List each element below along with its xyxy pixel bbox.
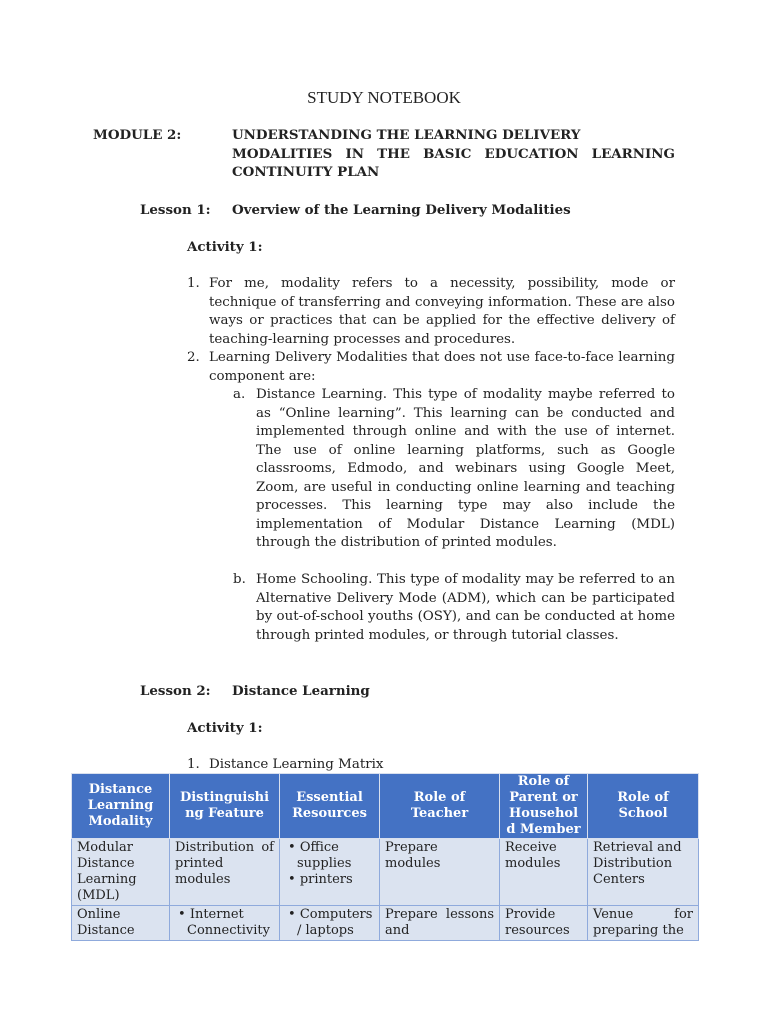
table-cell: Retrieval and Distribution Centers xyxy=(588,839,699,906)
bullet-item: • printers xyxy=(288,872,353,887)
table-cell xyxy=(280,906,380,941)
bullet-item: • Office supplies xyxy=(288,840,352,871)
table-cell: Online Distance xyxy=(72,906,170,941)
table-cell: Prepare lessons and xyxy=(380,906,500,941)
lesson1-label: Lesson 1: xyxy=(140,202,211,218)
bullet-item: • Computers / laptops xyxy=(288,907,373,938)
distance-learning-matrix xyxy=(71,773,699,941)
table-cell: Distribution of printed modules xyxy=(170,839,280,906)
list-number: 1. xyxy=(187,276,200,291)
lesson2-label: Lesson 2: xyxy=(140,683,211,699)
table-header-row xyxy=(72,774,699,839)
column-header: Role of Parent or Househol d Member xyxy=(500,774,588,839)
table-cell: Prepare modules xyxy=(380,839,500,906)
table-row xyxy=(72,839,699,906)
table-cell: Provide resources xyxy=(500,906,588,941)
lesson1-activity: Activity 1: xyxy=(187,239,263,255)
lesson2-item1: Distance Learning Matrix xyxy=(209,757,384,772)
module-title xyxy=(232,126,675,182)
table-cell xyxy=(170,906,280,941)
column-header: Distance Learning Modality xyxy=(72,774,170,839)
column-header: Role of School xyxy=(588,774,699,839)
lesson1-sub-b: Home Schooling. This type of modality may be referred to an Alternative Delivery Mode (ADM), which can be participated by out-of-school youths (OSY), and can be conducted at home through printed modules, or through tutorial classes. xyxy=(256,572,675,643)
page-title: STUDY NOTEBOOK xyxy=(307,88,461,107)
lesson2-title: Distance Learning xyxy=(232,683,370,699)
table-row xyxy=(72,906,699,941)
table-cell xyxy=(280,839,380,906)
lesson1-sub-a: Distance Learning. This type of modality maybe referred to as “Online learning”. This learning can be conducted and implemented through online and with the use of internet. The use of online learning platforms, such as Google classrooms, Edmodo, and webinars using Google Meet, Zoom, are useful in conducting online learning and teaching processes. This learning type may also include the implementation of Modular Distance Learning (MDL) through the distribution of printed modules. xyxy=(256,387,675,550)
list-number: 2. xyxy=(187,350,200,365)
module-title-line: MODALITIES IN THE BASIC EDUCATION LEARNING xyxy=(232,145,675,162)
module-title-line: CONTINUITY PLAN xyxy=(232,164,380,180)
list-letter: a. xyxy=(233,387,246,402)
lesson1-item2: Learning Delivery Modalities that does not use face-to-face learning component are: xyxy=(209,350,675,384)
module-title-line: UNDERSTANDING THE LEARNING DELIVERY xyxy=(232,127,581,143)
lesson1-item1: For me, modality refers to a necessity, possibility, mode or technique of transferring and conveying information. These are also ways or practices that can be applied for the effective delivery of teaching-learning processes and procedures. xyxy=(209,276,675,347)
column-header: Essential Resources xyxy=(280,774,380,839)
module-label: MODULE 2: xyxy=(93,127,182,143)
table-cell: Modular Distance Learning (MDL) xyxy=(72,839,170,906)
list-number: 1. xyxy=(187,757,200,772)
column-header: Role of Teacher xyxy=(380,774,500,839)
lesson2-activity: Activity 1: xyxy=(187,720,263,736)
list-letter: b. xyxy=(233,572,246,587)
table-cell: Venue for preparing the xyxy=(588,906,699,941)
lesson1-title: Overview of the Learning Delivery Modalities xyxy=(232,202,571,218)
bullet-item: • Internet Connectivity xyxy=(178,907,270,938)
table-cell: Receive modules xyxy=(500,839,588,906)
column-header: Distinguishi ng Feature xyxy=(170,774,280,839)
